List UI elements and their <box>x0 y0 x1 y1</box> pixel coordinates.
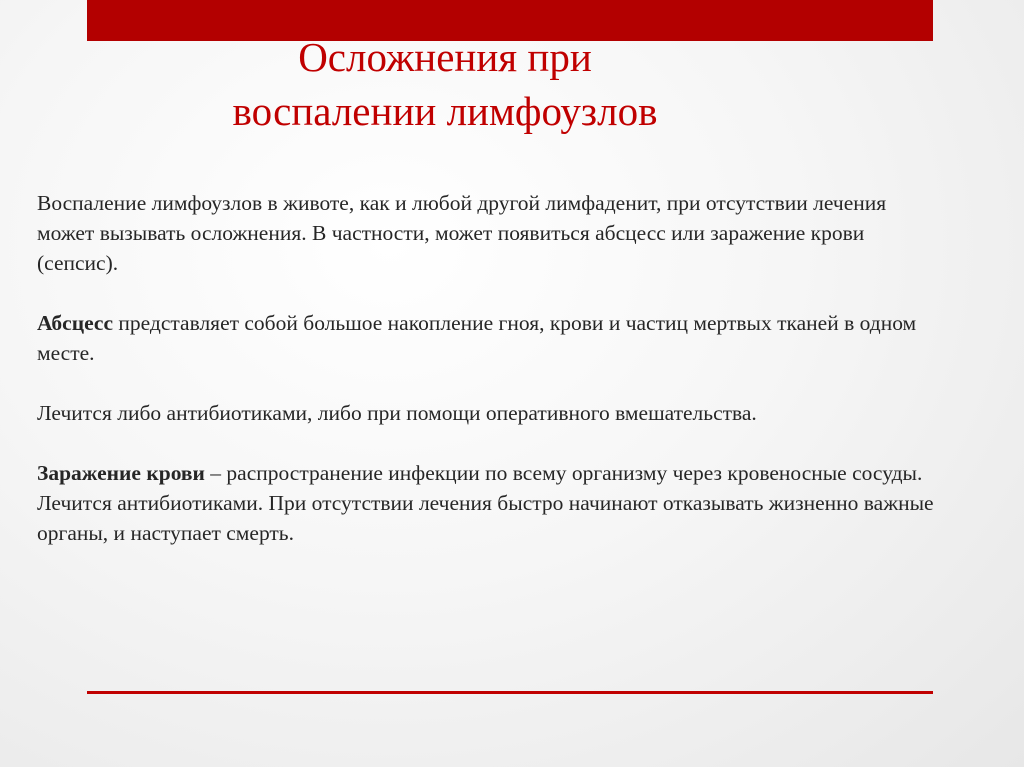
blood-poisoning-definition: – распространение инфекции по всему организму через кровеносные сосуды. Лечится антибиотиками. При отсутствии лечения быстро начинают отказывать жизненно важные органы, и наступает смерть. <box>37 461 934 545</box>
term-blood-poisoning: Заражение крови <box>37 461 205 485</box>
slide-title <box>120 30 770 138</box>
slide-body <box>37 188 937 578</box>
abscess-definition: представляет собой большое накопление гноя, крови и частиц мертвых тканей в одном месте. <box>37 311 917 365</box>
paragraph-intro: Воспаление лимфоузлов в животе, как и любой другой лимфаденит, при отсутствии лечения может вызывать осложнения. В частности, может появиться абсцесс или заражение крови (сепсис). <box>37 191 887 275</box>
paragraph-abscess <box>37 308 937 368</box>
paragraph-sepsis <box>37 458 937 548</box>
bottom-divider-line <box>87 691 933 694</box>
slide-title-line-2: воспалении лимфоузлов <box>232 88 658 134</box>
slide-title-line-1: Осложнения при <box>298 34 592 80</box>
term-abscess: Абсцесс <box>37 311 114 335</box>
paragraph-treatment: Лечится либо антибиотиками, либо при помощи оперативного вмешательства. <box>37 401 757 425</box>
